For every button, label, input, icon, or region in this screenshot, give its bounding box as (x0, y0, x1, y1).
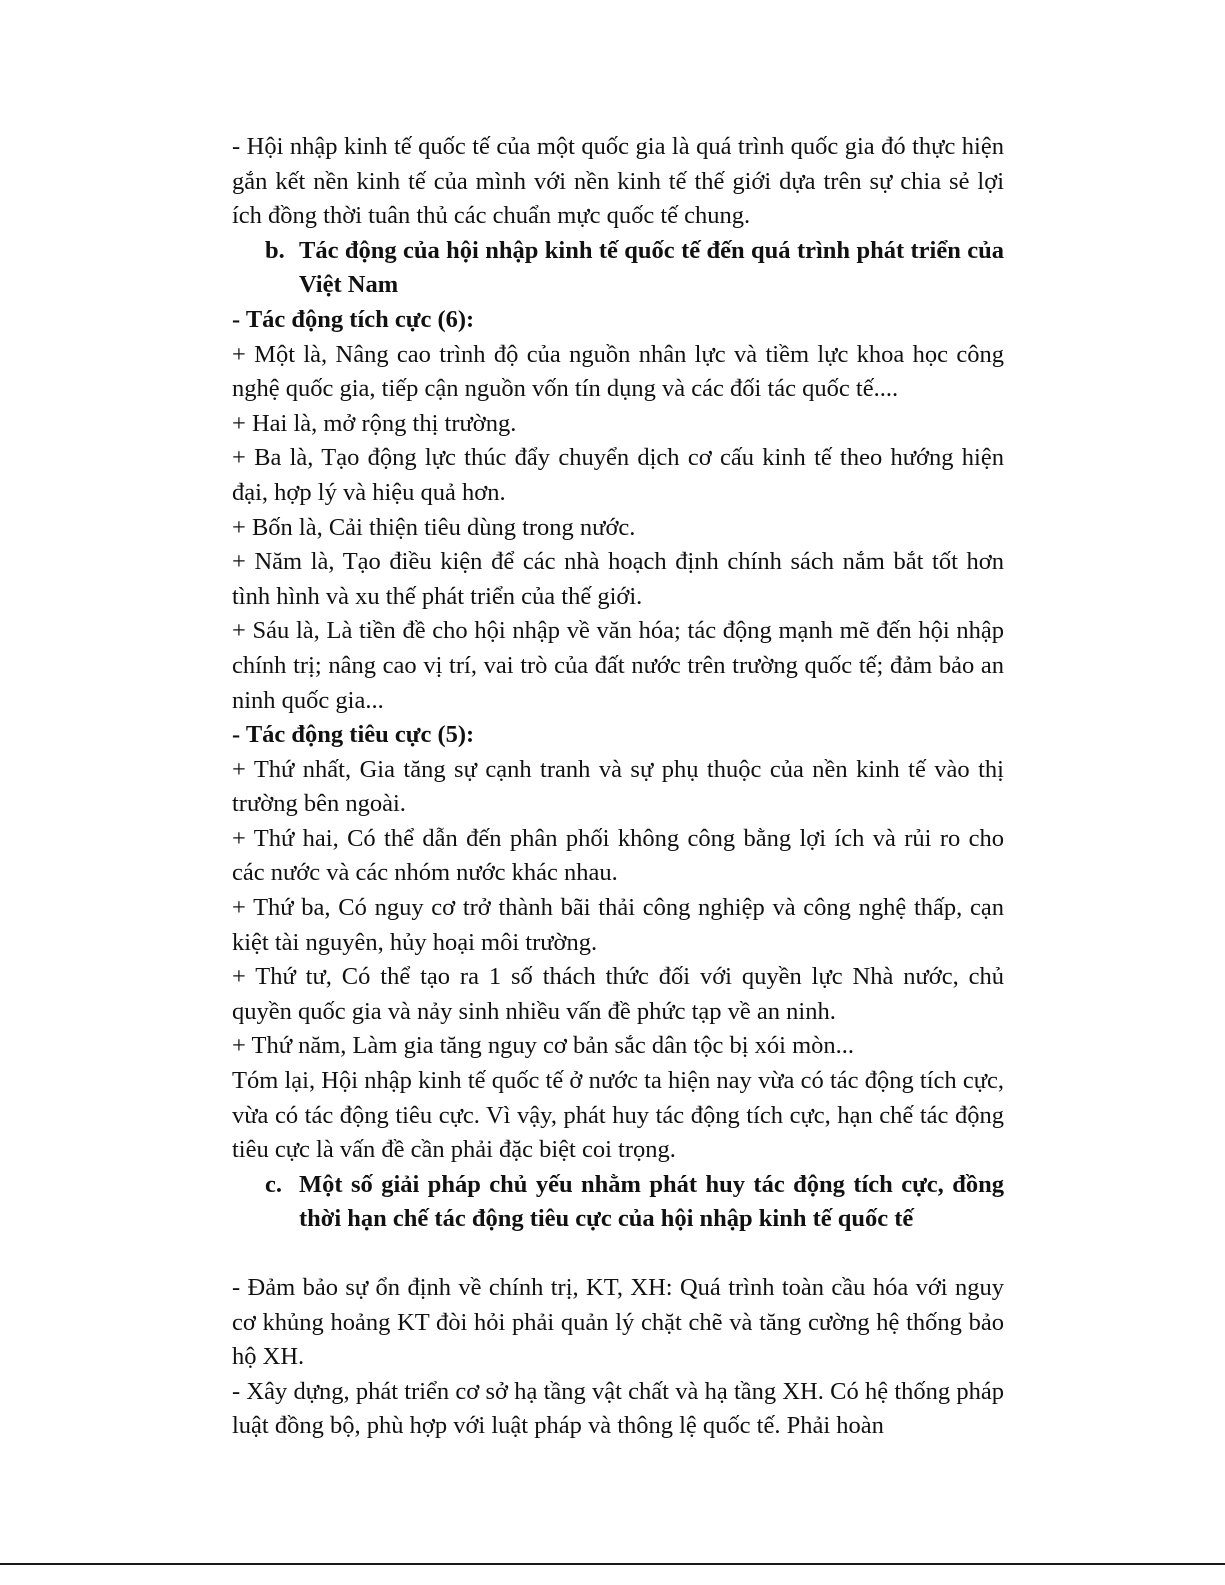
section-c-heading (232, 1168, 1004, 1237)
positive-item: + Sáu là, Là tiền đề cho hội nhập về văn hóa; tác động mạnh mẽ đến hội nhập chính trị; nâng cao vị trí, vai trò của đất nước trên trường quốc tế; đảm bảo an ninh quốc gia... (232, 617, 1004, 714)
positive-item: + Bốn là, Cải thiện tiêu dùng trong nước. (232, 513, 636, 541)
section-b-title: Tác động của hội nhập kinh tế quốc tế đến quá trình phát triển của Việt Nam (299, 236, 1004, 299)
summary-paragraph: Tóm lại, Hội nhập kinh tế quốc tế ở nước ta hiện nay vừa có tác động tích cực, vừa có tác động tiêu cực. Vì vậy, phát huy tác động tích cực, hạn chế tác động tiêu cực là vấn đề cần phải đặc biệt coi trọng. (232, 1067, 1004, 1164)
document-page (232, 130, 1004, 1444)
negative-item: + Thứ ba, Có nguy cơ trở thành bãi thải công nghiệp và công nghệ thấp, cạn kiệt tài nguyên, hủy hoại môi trường. (232, 894, 1004, 956)
section-c-marker: c. (265, 1170, 282, 1198)
page-bottom-rule (0, 1563, 1225, 1565)
negative-item: + Thứ tư, Có thể tạo ra 1 số thách thức đối với quyền lực Nhà nước, chủ quyền quốc gia và nảy sinh nhiều vấn đề phức tạp về an ninh. (232, 963, 1004, 1025)
positive-item: + Hai là, mở rộng thị trường. (232, 409, 517, 437)
section-b-heading (232, 234, 1004, 303)
intro-paragraph: - Hội nhập kinh tế quốc tế của một quốc gia là quá trình quốc gia đó thực hiện gắn kết nền kinh tế của mình với nền kinh tế thế giới dựa trên sự chia sẻ lợi ích đồng thời tuân thủ các chuẩn mực quốc tế chung. (232, 133, 1004, 230)
positive-item: + Một là, Nâng cao trình độ của nguồn nhân lực và tiềm lực khoa học công nghệ quốc gia, tiếp cận nguồn vốn tín dụng và các đối tác quốc tế.... (232, 340, 1004, 403)
positive-item: + Ba là, Tạo động lực thúc đẩy chuyển dịch cơ cấu kinh tế theo hướng hiện đại, hợp lý và hiệu quả hơn. (232, 444, 1004, 506)
negative-item: + Thứ hai, Có thể dẫn đến phân phối không công bằng lợi ích và rủi ro cho các nước và các nhóm nước khác nhau. (232, 824, 1004, 887)
negative-item: + Thứ nhất, Gia tăng sự cạnh tranh và sự phụ thuộc của nền kinh tế vào thị trường bên ngoài. (232, 755, 1004, 818)
section-c-title: Một số giải pháp chủ yếu nhằm phát huy tác động tích cực, đồng thời hạn chế tác động tiêu cực của hội nhập kinh tế quốc tế (299, 1170, 1004, 1233)
negative-item: + Thứ năm, Làm gia tăng nguy cơ bản sắc dân tộc bị xói mòn... (232, 1032, 855, 1060)
negative-heading: - Tác động tiêu cực (5): (232, 721, 475, 749)
spacer (232, 1237, 1004, 1271)
solution-item: - Đảm bảo sự ổn định về chính trị, KT, XH: Quá trình toàn cầu hóa với nguy cơ khủng hoảng KT đòi hỏi phải quản lý chặt chẽ và tăng cường hệ thống bảo hộ XH. (232, 1274, 1004, 1371)
section-b-marker: b. (265, 236, 285, 264)
positive-item: + Năm là, Tạo điều kiện để các nhà hoạch định chính sách nắm bắt tốt hơn tình hình và xu thế phát triển của thế giới. (232, 548, 1004, 610)
solution-item: - Xây dựng, phát triển cơ sở hạ tầng vật chất và hạ tầng XH. Có hệ thống pháp luật đồng bộ, phù hợp với luật pháp và thông lệ quốc tế. Phải hoàn (232, 1377, 1004, 1440)
positive-heading: - Tác động tích cực (6): (232, 305, 475, 333)
